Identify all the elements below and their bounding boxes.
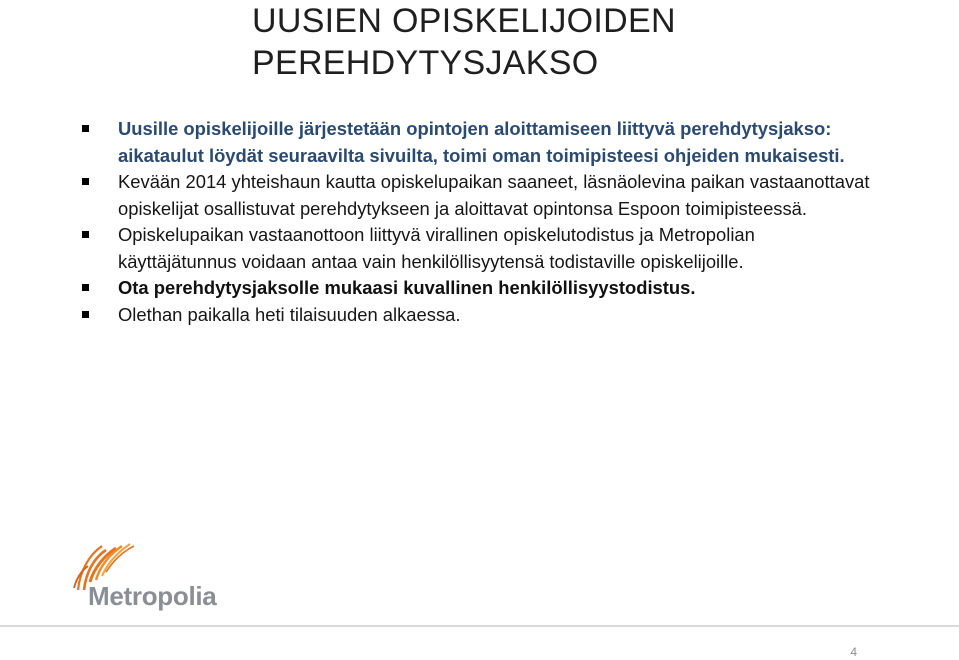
- footer-divider: [0, 625, 959, 627]
- bullet-item-certificate-info: [80, 222, 870, 275]
- bullet-item-schedule-info: [80, 116, 870, 169]
- slide-title-line-1: UUSIEN OPISKELIJOIDEN: [252, 2, 676, 40]
- bullet-text: Ota perehdytysjaksolle mukaasi kuvallinen henkilöllisyystodistus.: [118, 277, 696, 298]
- metropolia-logo: [66, 540, 217, 612]
- square-bullet-icon: [82, 231, 89, 238]
- bullet-list: [80, 116, 870, 328]
- square-bullet-icon: [82, 125, 89, 132]
- slide-title: [252, 0, 872, 84]
- page-number: 4: [850, 645, 857, 659]
- bullet-text: Kevään 2014 yhteishaun kautta opiskelupaikan saaneet, läsnäolevina paikan vastaanottavat opiskelijat osallistuvat perehdytykseen ja aloittavat opintonsa Espoon toimipisteessä.: [118, 171, 870, 219]
- square-bullet-icon: [82, 311, 89, 318]
- bullet-item-be-on-time: [80, 302, 870, 329]
- bullet-text: Uusille opiskelijoille järjestetään opintojen aloittamiseen liittyvä perehdytysjakso: aikataulut löydät seuraavilta sivuilta, toimi oman toimipisteesi ohjeiden mukaisesti.: [118, 118, 845, 166]
- bullet-text: Olethan paikalla heti tilaisuuden alkaessa.: [118, 303, 461, 325]
- bullet-item-spring-applicants: [80, 169, 870, 222]
- bullet-text: Opiskelupaikan vastaanottoon liittyvä virallinen opiskelutodistus ja Metropolian käyttäjätunnus voidaan antaa vain henkilöllisyytensä todistaville opiskelijoille.: [118, 224, 755, 272]
- slide-title-line-2: PEREHDYTYSJAKSO: [252, 44, 599, 82]
- bullet-item-bring-id: [80, 275, 870, 302]
- square-bullet-icon: [82, 284, 89, 291]
- metropolia-logo-text: Metropolia: [88, 581, 217, 611]
- square-bullet-icon: [82, 178, 89, 185]
